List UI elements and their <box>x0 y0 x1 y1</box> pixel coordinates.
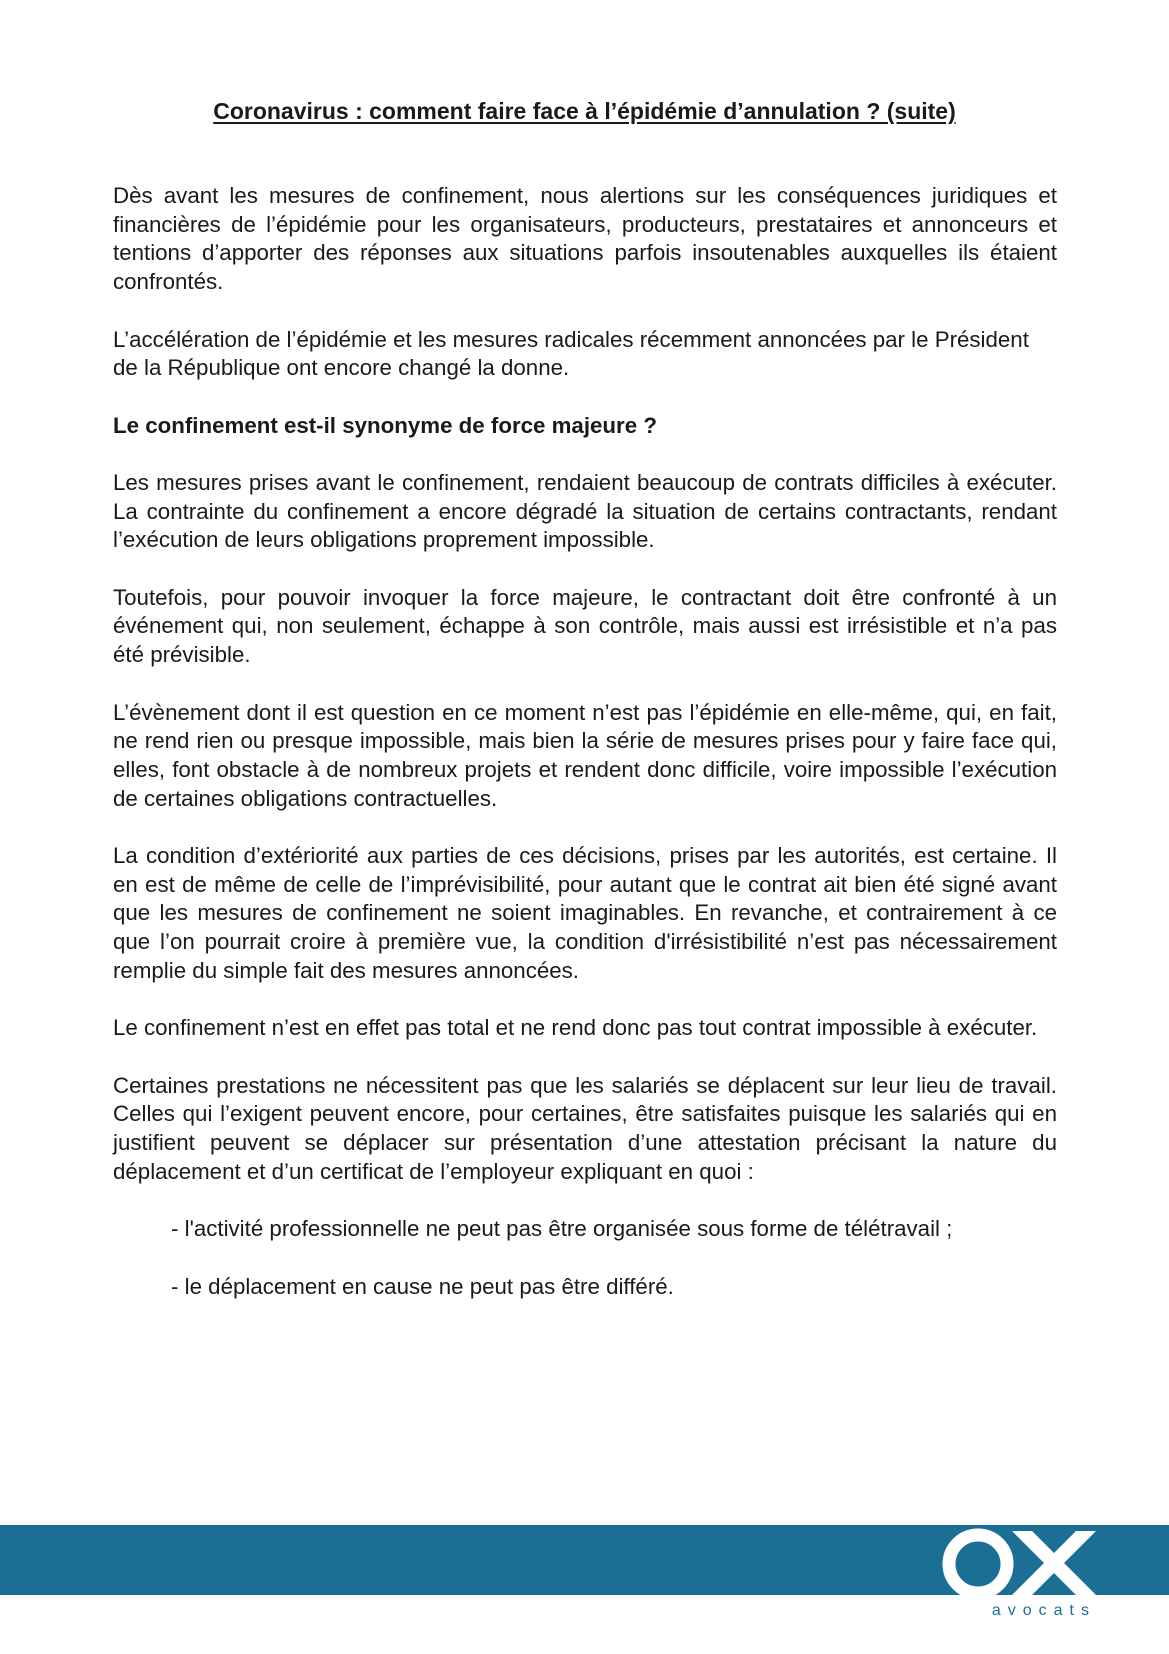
paragraph: Les mesures prises avant le confinement, rendaient beaucoup de contrats difficiles à exécuter. La contrainte du confinement a encore dégradé la situation de certains contractants, rendant l’exécution de leurs obligations proprement impossible. <box>113 469 1057 553</box>
paragraph: Le confinement n’est en effet pas total et ne rend donc pas tout contrat impossible à exécuter. <box>113 1015 1038 1041</box>
paragraph: Certaines prestations ne nécessitent pas que les salariés se déplacent sur leur lieu de travail. Celles qui l’exigent peuvent encore, pour certaines, être satisfaites puisque les salariés qui en justifient peuvent se déplacer sur présentation d’une attestation précisant la nature du déplacement et d’un certificat de l’employeur expliquant en quoi : <box>113 1072 1057 1184</box>
paragraph: L’accélération de l’épidémie et les mesures radicales récemment annoncées par le Président de la République ont encore changé la donne. <box>113 326 1029 381</box>
bullet-list <box>113 1215 1057 1302</box>
paragraph: Toutefois, pour pouvoir invoquer la force majeure, le contractant doit être confronté à un événement qui, non seulement, échappe à son contrôle, mais aussi est irrésistible et n’a pas été prévisible. <box>113 584 1057 668</box>
footer-banner <box>0 1525 1169 1619</box>
section-heading: Le confinement est-il synonyme de force majeure ? <box>113 412 657 438</box>
logo-o-dot <box>963 1549 993 1579</box>
paragraph: L’évènement dont il est question en ce moment n’est pas l’épidémie en elle-même, qui, en fait, ne rend rien ou presque impossible, mais bien la série de mesures prises pour y faire face qui, elles, font obstacle à de nombreux projets et rendent donc difficile, voire impossible l’exécution de certaines obligations contractuelles. <box>113 699 1057 811</box>
list-item: - l'activité professionnelle ne peut pas être organisée sous forme de télétravail ; <box>171 1216 953 1242</box>
paragraph: Dès avant les mesures de confinement, nous alertions sur les conséquences juridiques et financières de l’épidémie pour les organisateurs, producteurs, prestataires et annonceurs et tentions d’apporter des réponses aux situations parfois insoutenables auxquelles ils étaient confrontés. <box>113 183 1057 295</box>
logo-tagline: avocats <box>991 1602 1096 1619</box>
paragraph: La condition d’extériorité aux parties de ces décisions, prises par les autorités, est certaine. Il en est de même de celle de l’imprévisibilité, pour autant que le contrat ait bien été signé avant que les mesures de confinement ne soient imaginables. En revanche, et contrairement à ce que l’on pourrait croire à première vue, la condition d'irrésistibilité n’est pas nécessairement remplie du simple fait des mesures annoncées. <box>113 843 1057 983</box>
list-item: - le déplacement en cause ne peut pas être différé. <box>171 1274 674 1300</box>
footer-banner-graphic <box>0 1525 1169 1654</box>
document-body <box>113 182 1057 1332</box>
document-title: Coronavirus : comment faire face à l’épidémie d’annulation ? (suite) <box>213 98 956 124</box>
